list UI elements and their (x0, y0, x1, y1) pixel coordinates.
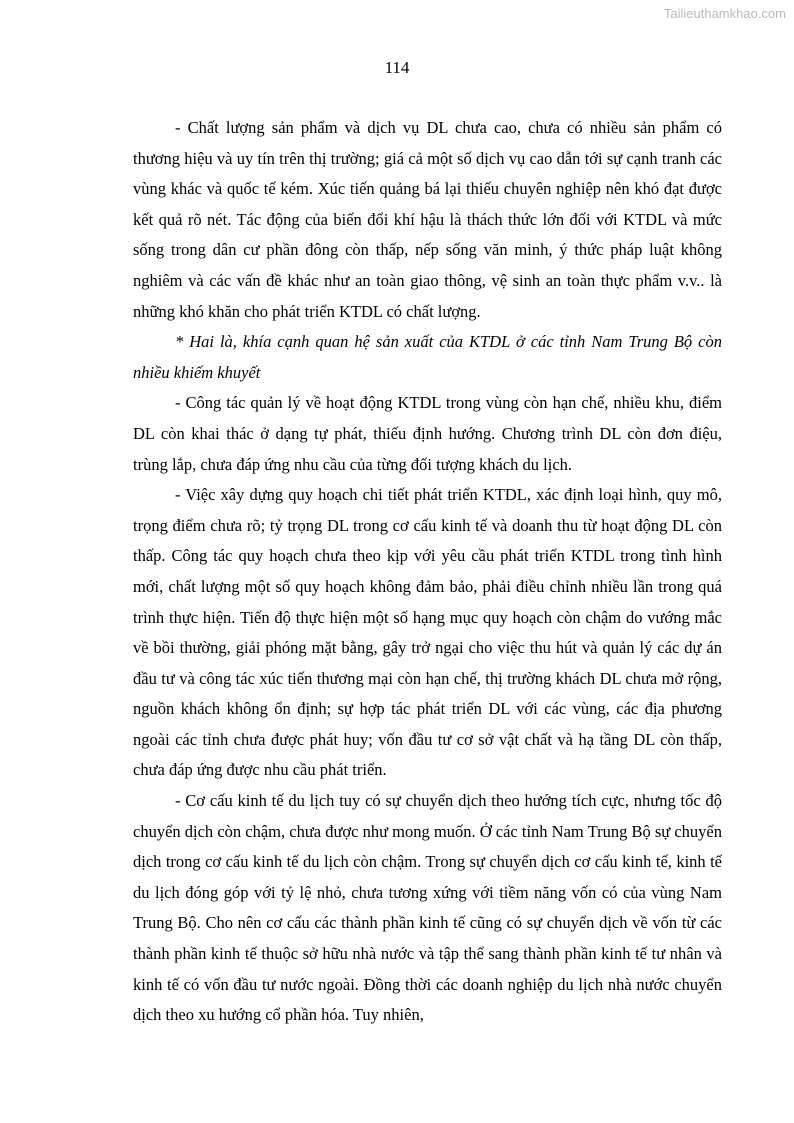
section-heading: * Hai là, khía cạnh quan hệ sản xuất của KTDL ở các tỉnh Nam Trung Bộ còn nhiều khiếm khuyết (133, 332, 722, 382)
paragraph: - Cơ cấu kinh tế du lịch tuy có sự chuyển dịch theo hướng tích cực, nhưng tốc độ chuyển dịch còn chậm, chưa được như mong muốn. Ở các tỉnh Nam Trung Bộ sự chuyển dịch trong cơ cấu kinh tế du lịch còn chậm. Trong sự chuyển dịch cơ cấu kinh tế, kinh tế du lịch đóng góp với tỷ lệ nhỏ, chưa tương xứng với tiềm năng vốn có của vùng Nam Trung Bộ. Cho nên cơ cấu các thành phần kinh tế cũng có sự chuyển dịch về vốn từ các thành phần kinh tế thuộc sở hữu nhà nước và tập thể sang thành phần kinh tế tư nhân và kinh tế có vốn đầu tư nước ngoài. Đồng thời các doanh nghiệp du lịch nhà nước chuyển dịch theo xu hướng cổ phần hóa. Tuy nhiên, (133, 791, 722, 1025)
paragraph: - Chất lượng sản phẩm và dịch vụ DL chưa cao, chưa có nhiều sản phẩm có thương hiệu và uy tín trên thị trường; giá cả một số dịch vụ cao dẫn tới sự cạnh tranh các vùng khác và quốc tế kém. Xúc tiến quảng bá lại thiếu chuyên nghiệp nên khó đạt được kết quả rõ nét. Tác động của biến đổi khí hậu là thách thức lớn đối với KTDL và mức sống trong dân cư phần đông còn thấp, nếp sống văn minh, ý thức pháp luật không nghiêm và các vấn đề khác như an toàn giao thông, vệ sinh an toàn thực phẩm v.v.. là những khó khăn cho phát triển KTDL có chất lượng. (133, 118, 722, 321)
paragraph: - Công tác quản lý về hoạt động KTDL trong vùng còn hạn chế, nhiều khu, điểm DL còn khai thác ở dạng tự phát, thiếu định hướng. Chương trình DL còn đơn điệu, trùng lắp, chưa đáp ứng nhu cầu của từng đối tượng khách du lịch. (133, 393, 722, 474)
watermark: Tailieuthamkhao.com (663, 6, 786, 21)
document-body (133, 113, 722, 1031)
page-number: 114 (384, 58, 410, 77)
paragraph: - Việc xây dựng quy hoạch chi tiết phát triển KTDL, xác định loại hình, quy mô, trọng điểm chưa rõ; tỷ trọng DL trong cơ cấu kinh tế và doanh thu từ hoạt động DL còn thấp. Công tác quy hoạch chưa theo kịp với yêu cầu phát triển KTDL trong tình hình mới, chất lượng một số quy hoạch không đảm bảo, phải điều chỉnh nhiều lần trong quá trình thực hiện. Tiến độ thực hiện một số hạng mục quy hoạch còn chậm do vướng mắc về bồi thường, giải phóng mặt bằng, gây trở ngại cho việc thu hút và quản lý các dự án đầu tư và công tác xúc tiến thương mại còn hạn chế, thị trường khách DL chưa mở rộng, nguồn khách không ổn định; sự hợp tác phát triển DL với các vùng, các địa phương ngoài các tỉnh chưa được phát huy; vốn đầu tư cơ sở vật chất và hạ tầng DL còn thấp, chưa đáp ứng được nhu cầu phát triển. (133, 485, 722, 780)
